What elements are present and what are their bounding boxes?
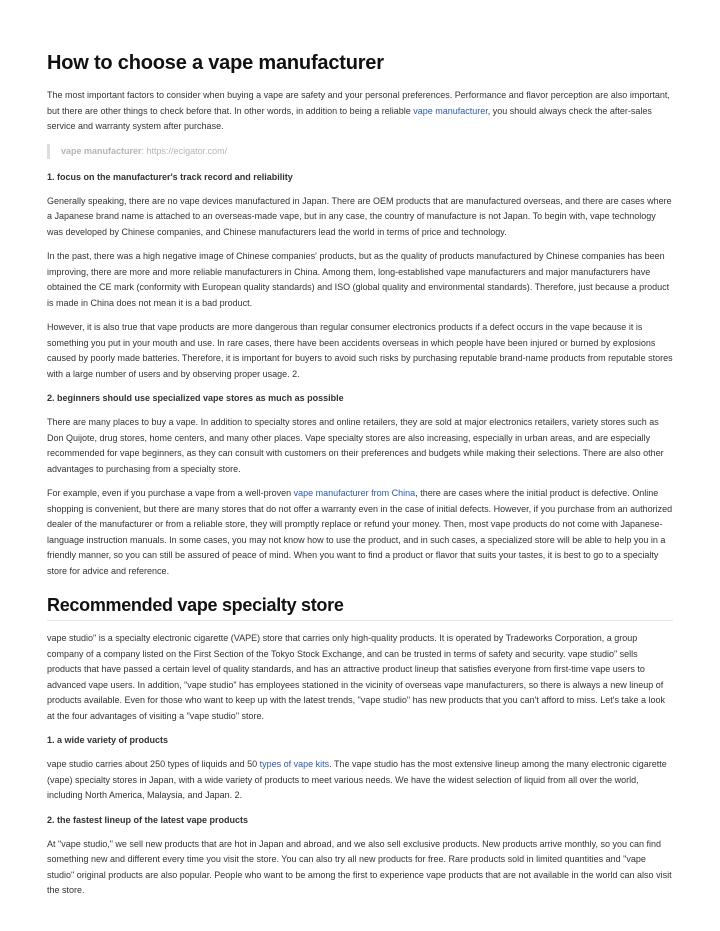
recommended-heading: Recommended vape specialty store: [47, 594, 673, 621]
section2-heading: 2. beginners should use specialized vape stores as much as possible: [47, 393, 344, 403]
section1-paragraph-2: In the past, there was a high negative image of Chinese companies' products, but as the quality of products manufactured by Chinese companies has been improving, there are more and more reliable manufacturers in China. Among them, long-established vape manufacturers and major manufacturers have obtained the CE mark (conformity with European quality standards) and ISO (global quality and environmental standards). Therefore, just because a product is made in China does not mean it is a bad product.: [47, 251, 670, 308]
advantage1-heading: 1. a wide variety of products: [47, 735, 169, 745]
intro-text-after: , you should always check the after-sales service and warranty system after purchase.: [47, 105, 652, 131]
page-title: How to choose a vape manufacturer: [47, 52, 384, 74]
section2-text-after: , there are cases where the initial product is defective. Online shopping is convenient, but there are many stores that do not offer a warranty even in the case of initial defects. However, if you purchase from an authorized dealer of the manufacturer or from a reliable store, they will promptly replace or refund your money. Then, most vape products do not come with Japanese-language instruction manuals. In some cases, you may not know how to use the product, and in such cases, a specialized store will be able to help you in a friendly manner, so you can still be assured of peace of mind. When you want to find a product or flavor that suits your tastes, it is best to go to a specialty store for advice and reference.: [47, 488, 673, 576]
intro-paragraph: [47, 88, 673, 135]
vape-manufacturer-china-link[interactable]: vape manufacturer from China: [293, 488, 416, 498]
advantage1-text-before: vape studio carries about 250 types of liquids and 50: [47, 759, 260, 769]
quote-label: vape manufacturer: [61, 145, 142, 156]
vape-manufacturer-link[interactable]: vape manufacturer: [413, 105, 488, 116]
section1-paragraph-3: However, it is also true that vape products are more dangerous than regular consumer electronics products if a defect occurs in the vape because it is something you put in your mouth and use. In rare cases, there have been accidents overseas in which people have been injured or burned by explosions caused by poorly made batteries. Therefore, it is important for buyers to avoid such risks by purchasing reputable brand-name products from reputable stores with a large number of users and by observing proper usage. 2.: [47, 322, 673, 379]
advantage1-paragraph: [47, 757, 673, 804]
section2-paragraph-2: [47, 486, 673, 579]
quote-separator: :: [141, 145, 147, 156]
article: [47, 50, 673, 908]
quote-url-link[interactable]: https://ecigator.com/: [146, 145, 228, 156]
vape-kits-link[interactable]: types of vape kits: [259, 759, 330, 769]
source-quote: [47, 144, 673, 159]
recommended-paragraph: vape studio" is a specialty electronic cigarette (VAPE) store that carries only high-quality products. It is operated by Tradeworks Corporation, a group company of a company listed on the First Section of the Tokyo Stock Exchange, and can be trusted in terms of safety and security. vape studio" sells products that have passed a certain level of quality standards, and has an attractive product lineup that satisfies everyone from first-time vape users to advanced vape users. In addition, "vape studio" has employees stationed in the vicinity of overseas vape manufacturers, so there is always a new lineup of products available. Even for those who want to keep up with the latest trends, "vape studio" has new products that you can't afford to miss. Let's take a look at the four advantages of visiting a "vape studio" store.: [47, 633, 666, 721]
section2-paragraph-1: There are many places to buy a vape. In addition to specialty stores and online retailers, they are sold at major electronics retailers, variety stores such as Don Quijote, drug stores, home centers, and many other places. Vape specialty stores are also increasing, especially in urban areas, and are especially recommended for vape beginners, as they can consult with customers on their preferences and budgets while making their selections. There are also other advantages to purchasing from a specialty store.: [47, 417, 664, 474]
section2-text-before: For example, even if you purchase a vape from a well-proven: [47, 488, 294, 498]
section1-paragraph-1: Generally speaking, there are no vape devices manufactured in Japan. There are OEM products that are manufactured overseas, and there are cases where a Japanese brand name is attached to an overseas-made vape, but in any case, the country of manufacture is not Japan. To begin with, vape technology was developed by Chinese companies, and Chinese manufacturers lead the world in terms of price and technology.: [47, 195, 672, 237]
intro-text-before: The most important factors to consider when buying a vape are safety and your personal preferences. Performance and flavor perception are also important, but there are other things to check before that. In other words, in addition to being a reliable: [47, 90, 670, 116]
section1-heading: 1. focus on the manufacturer's track record and reliability: [47, 171, 293, 182]
advantage2-heading: 2. the fastest lineup of the latest vape products: [47, 814, 249, 825]
advantage1-text-after: . The vape studio has the most extensive lineup among the many electronic cigarette (vape) specialty stores in Japan, with a wide variety of products to meet various needs. We have the widest selection of liquid from all over the world, including North America, Malaysia, and Japan. 2.: [47, 759, 667, 800]
advantage2-paragraph: At "vape studio," we sell new products that are hot in Japan and abroad, and we also sell exclusive products. New products arrive monthly, so you can find something new and different every time you visit the store. You can also try all new products for free. Rare products sold in limited quantities and "vape studio" original products are also popular. People who want to be among the first to experience vape products that are not available in the world can also visit the store.: [47, 838, 672, 895]
